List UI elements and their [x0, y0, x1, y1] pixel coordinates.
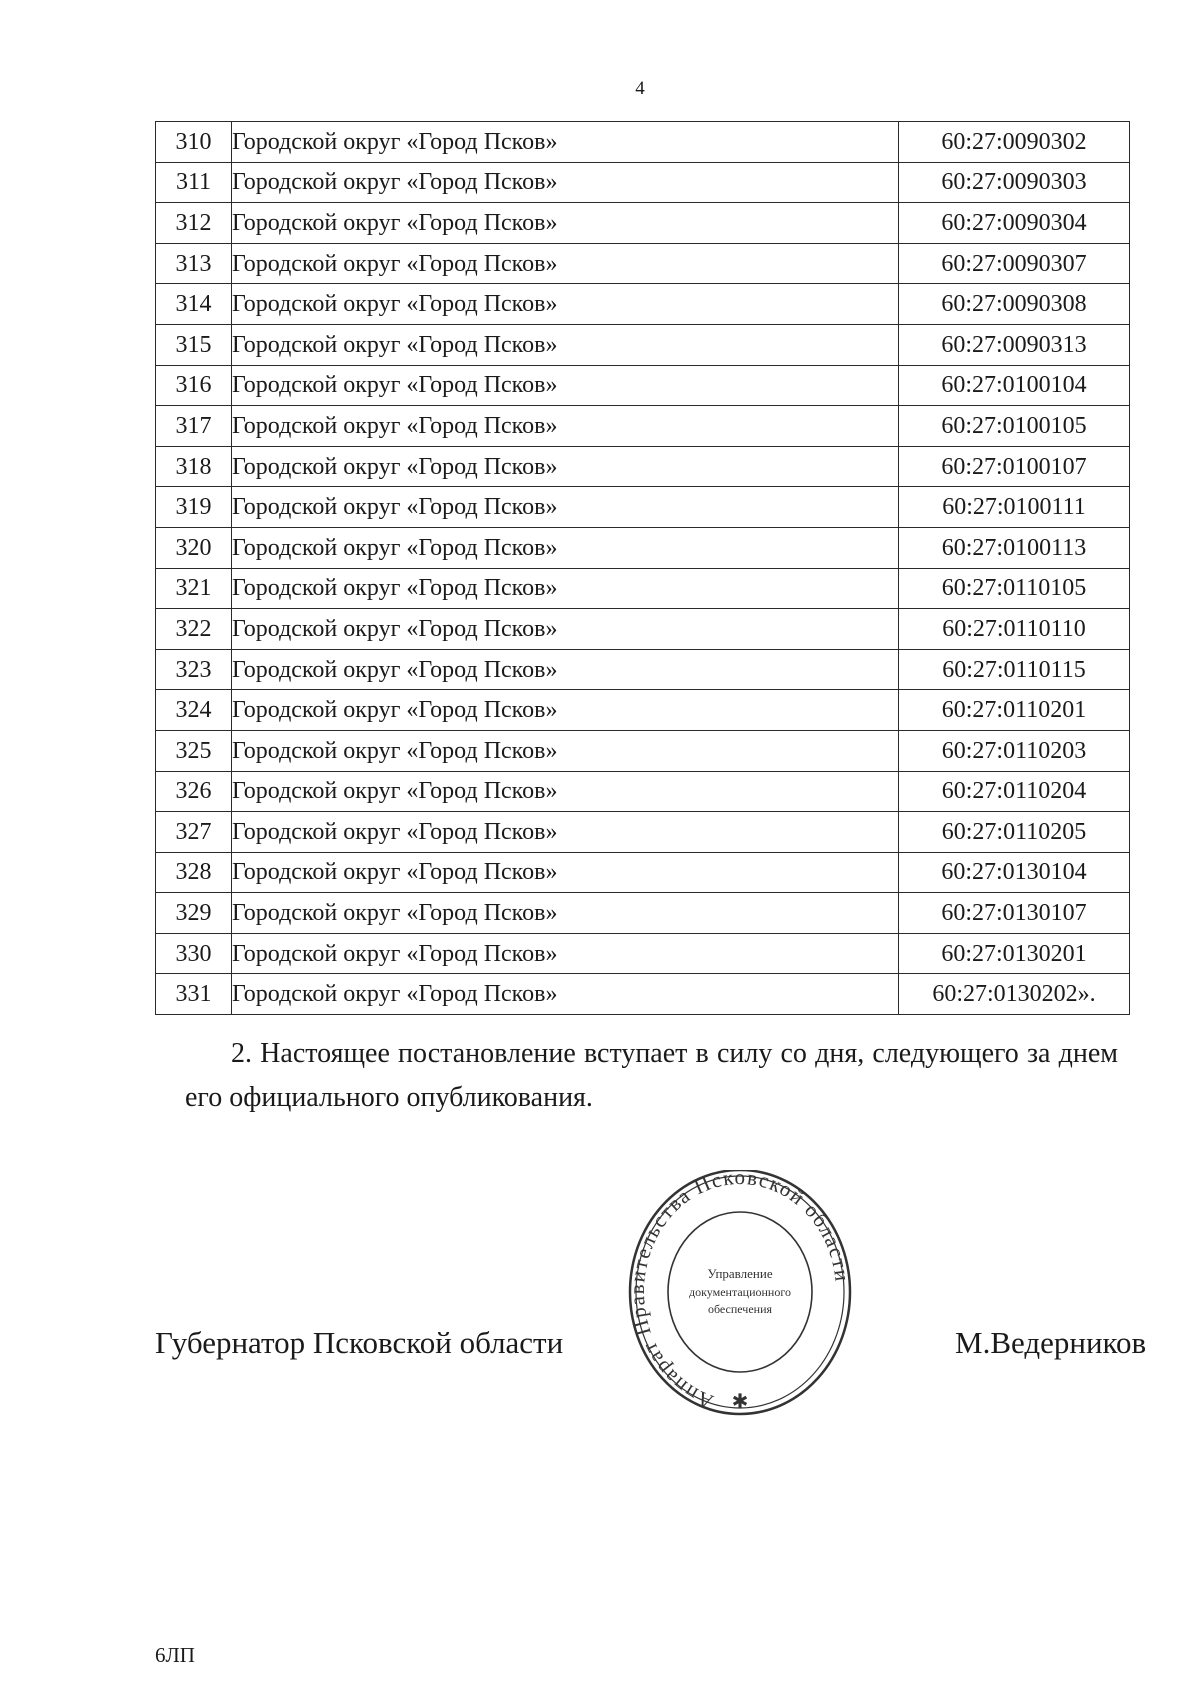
cadastral-code-cell: 60:27:0090313 — [899, 324, 1130, 365]
cadastral-code-cell: 60:27:0130202». — [899, 974, 1130, 1015]
district-name-cell: Городской округ «Город Псков» — [232, 324, 899, 365]
row-number-cell: 312 — [156, 203, 232, 244]
district-name-cell: Городской округ «Город Псков» — [232, 284, 899, 325]
district-name-cell: Городской округ «Город Псков» — [232, 933, 899, 974]
signature-row — [0, 1315, 1200, 1395]
table-row — [156, 527, 1130, 568]
row-number-cell: 324 — [156, 690, 232, 731]
signatory-title: Губернатор Псковской области — [155, 1325, 564, 1360]
stamp-center-line-3: обеспечения — [707, 1302, 773, 1316]
table-row — [156, 203, 1130, 244]
district-name-cell: Городской округ «Город Псков» — [232, 812, 899, 853]
row-number-cell: 329 — [156, 893, 232, 934]
row-number-cell: 327 — [156, 812, 232, 853]
table-row — [156, 609, 1130, 650]
table-row — [156, 568, 1130, 609]
table-row — [156, 690, 1130, 731]
cadastral-table — [155, 121, 1130, 1015]
table-row — [156, 243, 1130, 284]
cadastral-code-cell: 60:27:0090304 — [899, 203, 1130, 244]
cadastral-code-cell: 60:27:0110110 — [899, 609, 1130, 650]
table-row — [156, 324, 1130, 365]
row-number-cell: 311 — [156, 162, 232, 203]
cadastral-code-cell: 60:27:0090303 — [899, 162, 1130, 203]
district-name-cell: Городской округ «Город Псков» — [232, 893, 899, 934]
district-name-cell: Городской округ «Город Псков» — [232, 162, 899, 203]
cadastral-code-cell: 60:27:0110201 — [899, 690, 1130, 731]
cadastral-code-cell: 60:27:0090302 — [899, 122, 1130, 163]
row-number-cell: 331 — [156, 974, 232, 1015]
stamp-ring-text: Аппарат Правительства Псковской области — [625, 1170, 855, 1415]
district-name-cell: Городской округ «Город Псков» — [232, 690, 899, 731]
row-number-cell: 313 — [156, 243, 232, 284]
table-row — [156, 162, 1130, 203]
district-name-cell: Городской округ «Город Псков» — [232, 649, 899, 690]
row-number-cell: 314 — [156, 284, 232, 325]
district-name-cell: Городской округ «Город Псков» — [232, 974, 899, 1015]
cadastral-code-cell: 60:27:0090307 — [899, 243, 1130, 284]
cadastral-code-cell: 60:27:0110115 — [899, 649, 1130, 690]
stamp-seal-icon — [625, 1170, 855, 1440]
row-number-cell: 321 — [156, 568, 232, 609]
cadastral-code-cell: 60:27:0100105 — [899, 406, 1130, 447]
district-name-cell: Городской округ «Город Псков» — [232, 243, 899, 284]
stamp-star-icon: ✱ — [731, 1389, 749, 1413]
closing-paragraph — [185, 1032, 1118, 1120]
district-name-cell: Городской округ «Город Псков» — [232, 527, 899, 568]
district-name-cell: Городской округ «Город Псков» — [232, 446, 899, 487]
row-number-cell: 316 — [156, 365, 232, 406]
closing-text: 2. Настоящее постановление вступает в силу со дня, следующего за днем его официального опубликования. — [185, 1038, 1118, 1113]
row-number-cell: 326 — [156, 771, 232, 812]
table-row — [156, 812, 1130, 853]
cadastral-code-cell: 60:27:0100113 — [899, 527, 1130, 568]
cadastral-code-cell: 60:27:0090308 — [899, 284, 1130, 325]
table-row — [156, 974, 1130, 1015]
row-number-cell: 320 — [156, 527, 232, 568]
district-name-cell: Городской округ «Город Псков» — [232, 203, 899, 244]
row-number-cell: 322 — [156, 609, 232, 650]
cadastral-code-cell: 60:27:0110204 — [899, 771, 1130, 812]
table-row — [156, 771, 1130, 812]
district-name-cell: Городской округ «Город Псков» — [232, 365, 899, 406]
cadastral-code-cell: 60:27:0130107 — [899, 893, 1130, 934]
table-row — [156, 730, 1130, 771]
page-number: 4 — [635, 78, 645, 99]
table-row — [156, 487, 1130, 528]
district-name-cell: Городской округ «Город Псков» — [232, 771, 899, 812]
row-number-cell: 318 — [156, 446, 232, 487]
table-row — [156, 893, 1130, 934]
official-stamp — [625, 1170, 855, 1440]
cadastral-code-cell: 60:27:0110105 — [899, 568, 1130, 609]
table-row — [156, 649, 1130, 690]
row-number-cell: 319 — [156, 487, 232, 528]
table-row — [156, 933, 1130, 974]
table-row — [156, 284, 1130, 325]
stamp-center-line-2: документационного — [689, 1285, 791, 1299]
row-number-cell: 325 — [156, 730, 232, 771]
cadastral-code-cell: 60:27:0110203 — [899, 730, 1130, 771]
cadastral-code-cell: 60:27:0130201 — [899, 933, 1130, 974]
table-row — [156, 122, 1130, 163]
row-number-cell: 323 — [156, 649, 232, 690]
row-number-cell: 317 — [156, 406, 232, 447]
cadastral-code-cell: 60:27:0100104 — [899, 365, 1130, 406]
row-number-cell: 328 — [156, 852, 232, 893]
district-name-cell: Городской округ «Город Псков» — [232, 487, 899, 528]
district-name-cell: Городской округ «Город Псков» — [232, 730, 899, 771]
table-row — [156, 446, 1130, 487]
table-body — [156, 122, 1130, 1015]
row-number-cell: 330 — [156, 933, 232, 974]
footer-code: 6ЛП — [155, 1643, 195, 1667]
table-row — [156, 852, 1130, 893]
table-row — [156, 406, 1130, 447]
stamp-center-line-1: Управление — [707, 1266, 773, 1281]
cadastral-code-cell: 60:27:0100107 — [899, 446, 1130, 487]
district-name-cell: Городской округ «Город Псков» — [232, 568, 899, 609]
district-name-cell: Городской округ «Город Псков» — [232, 852, 899, 893]
district-name-cell: Городской округ «Город Псков» — [232, 609, 899, 650]
row-number-cell: 310 — [156, 122, 232, 163]
district-name-cell: Городской округ «Город Псков» — [232, 406, 899, 447]
signatory-name: М.Ведерников — [955, 1325, 1147, 1360]
cadastral-code-cell: 60:27:0110205 — [899, 812, 1130, 853]
cadastral-code-cell: 60:27:0130104 — [899, 852, 1130, 893]
row-number-cell: 315 — [156, 324, 232, 365]
table-row — [156, 365, 1130, 406]
district-name-cell: Городской округ «Город Псков» — [232, 122, 899, 163]
cadastral-code-cell: 60:27:0100111 — [899, 487, 1130, 528]
